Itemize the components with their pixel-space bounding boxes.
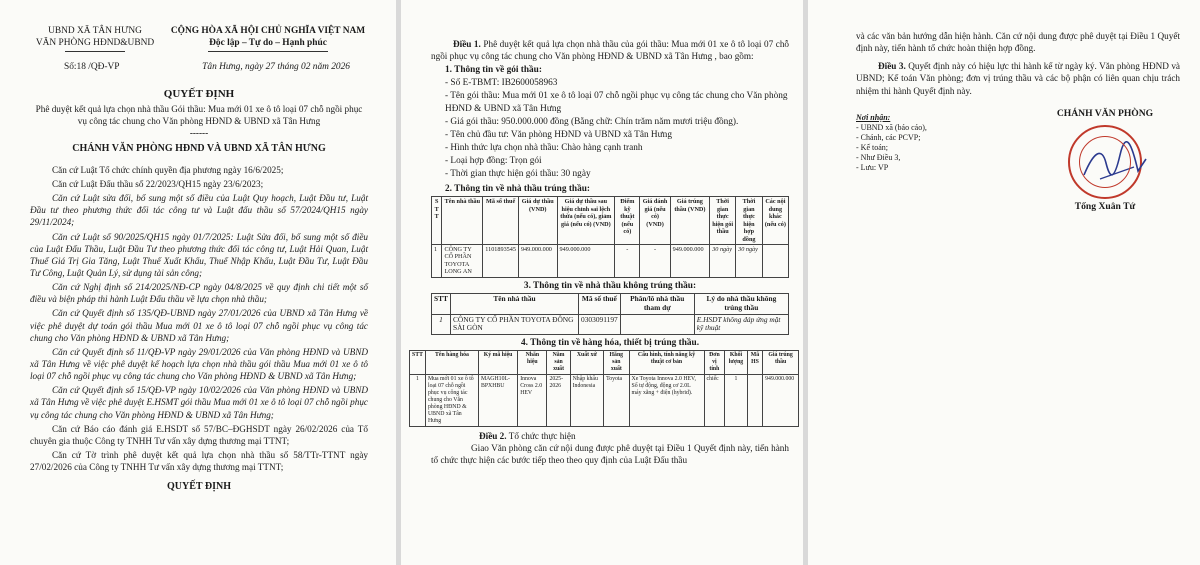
nation-line-1: CỘNG HÒA XÃ HỘI CHỦ NGHĨA VIỆT NAM [170, 26, 366, 36]
table-header: Hãng sản xuất [604, 351, 629, 375]
legal-basis-item: Căn cứ Luật sửa đổi, bổ sung một số điều của Luật Quy hoạch, Luật Đầu tư, Luật Đầu tư theo phương thức đối tác công tư và Luật đấu thầu số 57/2024/QH15 ngày 29/11/2024; [30, 193, 368, 228]
table-header: Giá trúng thầu (VND) [670, 197, 710, 245]
signer-name: Tống Xuân Tứ [1074, 201, 1136, 212]
table-cell: 0303091197 [579, 314, 621, 335]
package-info-item: - Hình thức lựa chọn nhà thầu: Chào hàng cạnh tranh [445, 143, 643, 154]
table-header: Năm sản xuất [547, 351, 570, 375]
recipients-block [856, 113, 1006, 173]
article-1-label: Điều 1. [453, 39, 481, 49]
legal-basis-item: Căn cứ Quyết định số 11/QĐ-VP ngày 29/01/2026 của Văn phòng HĐND và UBND xã Tân Hưng về việc phê duyệt kế hoạch lựa chọn nhà thầu gói thầu Mua mới 01 xe ô tô loại 07 chỗ ngồi phục vụ công tác chung cho Văn phòng HĐND & UBND xã Tân Hưng; [30, 346, 368, 382]
table-cell: 30 ngày [710, 245, 736, 278]
package-info-list [431, 77, 789, 181]
table-header-row [432, 197, 789, 245]
table-header: Xuất xứ [570, 351, 603, 375]
table-cell: chiếc [704, 375, 725, 427]
legal-basis-item: Căn cứ Nghị định số 214/2025/NĐ-CP ngày 04/8/2025 về quy định chi tiết một số điều và biện pháp thi hành Luật Đấu thầu về lựa chọn nhà thầu; [30, 282, 368, 305]
document-page-3 [808, 0, 1200, 565]
table-header: Cấu hình, tính năng kỹ thuật cơ bản [629, 351, 704, 375]
table-header: Thời gian thực hiện hợp đồng [736, 197, 763, 245]
document-number: Số:18 /QĐ-VP [64, 61, 120, 72]
table-cell: - [615, 245, 640, 278]
table-row [432, 314, 789, 335]
signer-title: CHÁNH VĂN PHÒNG [1056, 108, 1154, 119]
recipient-item: - Như Điều 3, [856, 152, 901, 162]
header-rule-right [208, 51, 328, 52]
table-cell: 1 [432, 314, 451, 335]
article-3-label: Điều 3. [878, 61, 906, 72]
section-2-title: 2. Thông tin về nhà thầu trúng thầu: [445, 184, 591, 195]
legal-basis-item: Căn cứ Luật Đấu thầu số 22/2023/QH15 ngày 23/6/2023; [52, 179, 264, 190]
header-rule-left [65, 51, 125, 52]
table-header: Giá trúng thầu [763, 351, 799, 375]
table-cell: 1 [725, 375, 747, 427]
table-header: Tên nhà thầu [442, 197, 483, 245]
table-cell: 30 ngày [736, 245, 763, 278]
table-cell: 1101893545 [483, 245, 519, 278]
legal-basis-item: Căn cứ Tờ trình phê duyệt kết quả lựa chọn nhà thầu số 58/TTr-TTNT ngày 27/02/2026 của Công ty TNHH Tư vấn xây dựng thương mại TTNT; [30, 450, 368, 473]
recipient-item: - Lưu: VP [856, 162, 889, 172]
article-3-text: Quyết định này có hiệu lực thi hành kể từ ngày ký. Văn phòng HĐND và UBND; Kế toán Văn phòng; đơn vị trúng thầu và các bộ phận có liên quan chịu trách nhiệm thi hành Quyết định này. [856, 61, 1181, 96]
package-info-item: - Số E-TBMT: IB2600058963 [445, 78, 558, 89]
package-info-item: - Tên gói thầu: Mua mới 01 xe ô tô loại 07 chỗ ngồi phục vụ công tác chung cho Văn phòng HĐND & UBND xã Tân Hưng [445, 91, 788, 115]
table-header: Giá dự thầu sau hiệu chỉnh sai lệch thừa (nếu có), giảm giá (nếu có) (VND) [557, 197, 615, 245]
document-header [30, 26, 368, 52]
table-header: Lý do nhà thầu không trúng thầu [694, 293, 788, 314]
section-4-title: 4. Thông tin về hàng hóa, thiết bị trúng thầu. [520, 338, 700, 349]
document-date: Tân Hưng, ngày 27 tháng 02 năm 2026 [202, 61, 350, 72]
recipient-item: - Kế toán; [856, 142, 888, 152]
table-cell: CÔNG TY CỔ PHẦN TOYOTA ĐÔNG SÀI GÒN [450, 314, 578, 335]
table-cell: Innova Cross 2.0 HEV [518, 375, 547, 427]
table-header: Mã số thuế [483, 197, 519, 245]
table-header: Giá đánh giá (nếu có) (VND) [640, 197, 670, 245]
package-info-item: - Thời gian thực hiện gói thầu: 30 ngày [445, 169, 591, 180]
table-cell [762, 245, 788, 278]
table-cell: Nhập khẩu Indonesia [570, 375, 603, 427]
official-stamp-icon [1068, 125, 1142, 199]
issuer-title: CHÁNH VĂN PHÒNG HĐND VÀ UBND XÃ TÂN HƯNG [72, 142, 326, 154]
section-1-title: 1. Thông tin về gói thầu: [445, 65, 542, 76]
legal-basis-item: Căn cứ Luật số 90/2025/QH15 ngày 01/7/2025: Luật Sửa đổi, bổ sung một số điều của Luật Đấu Thầu, Luật Đầu Tư theo phương thức đối tác công tư, Luật Hải Quan, Luật Thuế Giá Trị Gia Tăng, Luật Thuế Xuất Khẩu, Thuế Nhập Khẩu, Luật Đầu Tư, Luật Đầu Tư Công, Luật Quản Lý, sử dụng tài sản công; [30, 231, 368, 279]
decide-heading: QUYẾT ĐỊNH [167, 481, 231, 493]
recipients-title: Nơi nhận: [856, 112, 891, 122]
table-header: Nhãn hiệu [518, 351, 547, 375]
goods-table [409, 350, 799, 427]
signature-block [1030, 108, 1180, 212]
table-row [432, 245, 789, 278]
table-header: Mã số thuế [579, 293, 621, 314]
nation-line-2: Độc lập – Tự do – Hạnh phúc [209, 37, 327, 48]
table-header: Đơn vị tính [704, 351, 725, 375]
legal-basis-item: Căn cứ Luật Tổ chức chính quyền địa phương ngày 16/6/2025; [52, 164, 284, 175]
table-header: STT [432, 293, 451, 314]
table-cell: Xe Toyota Innova 2.0 HEV, Số tự động, động cơ 2.0L máy xăng + điện (hybrid). [629, 375, 704, 427]
recipient-item: - Chánh, các PCVP; [856, 132, 921, 142]
table-cell: 949.000.000 [670, 245, 710, 278]
article-2-text: Giao Văn phòng căn cứ nội dung được phê duyệt tại Điều 1 Quyết định này, tiến hành tổ chức thực hiện các bước tiếp theo theo quy định của Luật Đấu thầu [431, 442, 789, 466]
document-page-1 [0, 0, 396, 565]
legal-basis-item: Căn cứ Báo cáo đánh giá E.HSDT số 57/BC–ĐGHSDT ngày 26/02/2026 của Tổ chuyên gia thuộc Công ty TNHH Tư vấn xây dựng thương mại TTNT; [30, 423, 368, 446]
table-cell: 1 [410, 375, 426, 427]
document-title: QUYẾT ĐỊNH [163, 87, 235, 100]
winning-bidder-table [431, 196, 789, 277]
table-header: Phân/lô nhà thầu tham dự [620, 293, 694, 314]
table-cell: 949.000.000 [763, 375, 799, 427]
package-info-item: - Giá gói thầu: 950.000.000 đồng (Bằng chữ: Chín trăm năm mươi triệu đồng). [445, 117, 739, 128]
table-header: Tên hàng hóa [425, 351, 478, 375]
package-info-item: - Tên chủ đầu tư: Văn phòng HĐND và UBND xã Tân Hưng [445, 130, 672, 141]
table-cell: 949.000.000 [518, 245, 557, 278]
table-cell: MAGH10L-BPXHBU [478, 375, 517, 427]
table-header: Điểm kỹ thuật (nếu có) [615, 197, 640, 245]
table-cell: 1 [432, 245, 442, 278]
table-row [410, 375, 799, 427]
table-header: Thời gian thực hiện gói thầu [710, 197, 736, 245]
document-page-2 [401, 0, 803, 565]
table-header: Giá dự thầu (VND) [518, 197, 557, 245]
table-cell: CÔNG TY CỔ PHẦN TOYOTA LONG AN [442, 245, 483, 278]
table-cell [747, 375, 762, 427]
subject-divider: ------ [189, 127, 209, 138]
losing-bidder-table [431, 293, 789, 336]
document-subject: Phê duyệt kết quả lựa chọn nhà thầu Gói thầu: Mua mới 01 xe ô tô loại 07 chỗ ngồi phục vụ công tác chung cho Văn phòng HĐND & UBND xã Tân Hưng [35, 103, 363, 126]
table-cell: Toyota [604, 375, 629, 427]
article-1-text: Phê duyệt kết quả lựa chọn nhà thầu của gói thầu: Mua mới 01 xe ô tô loại 07 chỗ ngồi phục vụ công tác chung cho Văn phòng HĐND & UBND xã Tân Hưng , bao gồm: [431, 39, 790, 62]
table-header-row [410, 351, 799, 375]
table-header-row [432, 293, 789, 314]
table-cell: 2025-2026 [547, 375, 570, 427]
legal-basis-item: Căn cứ Quyết định số 15/QĐ-VP ngày 10/02/2026 của Văn phòng HĐND và UBND xã Tân Hưng về việc phê duyệt E.HSMT gói thầu Mua mới 01 xe ô tô loại 07 chỗ ngồi phục vụ công tác chung cho Văn phòng HĐND & UBND xã Tân Hưng; [30, 385, 368, 420]
org-line-1: UBND XÃ TÂN HƯNG [48, 26, 142, 36]
package-info-item: - Loại hợp đồng: Trọn gói [445, 156, 542, 167]
table-header: Khối lượng [725, 351, 747, 375]
org-line-2: VĂN PHÒNG HĐND&UBND [35, 37, 155, 48]
signature-icon [1080, 141, 1150, 187]
article-2-label: Điều 2. [479, 430, 507, 441]
table-cell: 949.000.000 [557, 245, 615, 278]
table-cell: Mua mới 01 xe ô tô loại 07 chỗ ngồi phục vụ công tác chung cho Văn phòng HĐND & UBND xã Tân Hưng [425, 375, 478, 427]
article-2-title: Tổ chức thực hiện [508, 430, 576, 441]
table-cell: - [640, 245, 670, 278]
table-cell: E.HSDT không đáp ứng mặt kỹ thuật [694, 314, 788, 335]
table-header: S T T [432, 197, 442, 245]
legal-basis-item: Căn cứ Quyết định số 135/QĐ-UBND ngày 27/01/2026 của UBND xã Tân Hưng về việc phê duyệt dự toán gói thầu Mua mới 01 xe ô tô loại 07 chỗ ngồi phục vụ công tác chung cho Văn phòng HĐND & UBND xã Tân Hưng; [30, 308, 368, 343]
table-cell [620, 314, 694, 335]
table-header: Mã HS [747, 351, 762, 375]
table-header: Ký mã hiệu [478, 351, 517, 375]
table-header: Các nội dung khác (nếu có) [762, 197, 788, 245]
section-3-title: 3. Thông tin về nhà thầu không trúng thầu: [523, 280, 697, 291]
table-header: Tên nhà thầu [450, 293, 578, 314]
article-2-continuation: và các văn bản hướng dẫn hiện hành. Căn cứ nội dung được phê duyệt tại Điều 1 Quyết định này, tiến hành tổ chức hoàn thiện hợp đồng. [856, 31, 1180, 54]
recipient-item: - UBND xã (báo cáo), [856, 122, 927, 132]
legal-bases [30, 164, 368, 473]
table-header: STT [410, 351, 426, 375]
